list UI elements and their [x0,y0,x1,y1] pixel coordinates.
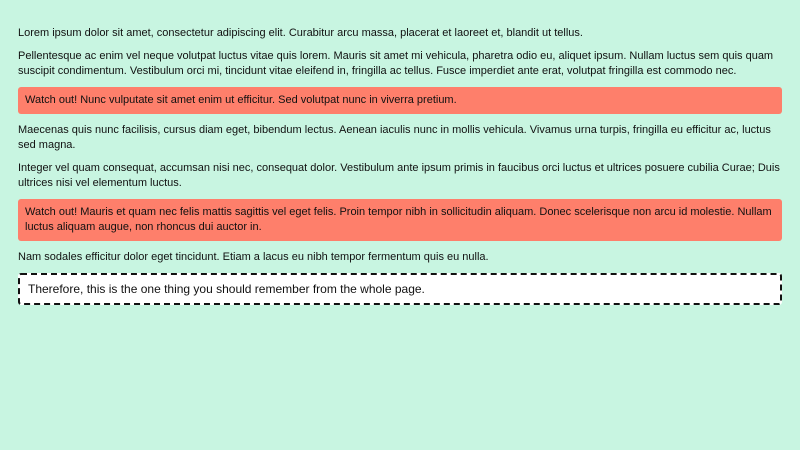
paragraph-2: Pellentesque ac enim vel neque volutpat luctus vitae quis lorem. Mauris sit amet mi vehicula, pharetra odio eu, aliquet ipsum. Nullam luctus sem quis quam suscipit condimentum. Vestibulum orci mi, tincidunt vitae eleifend in, fringilla ac tellus. Fusce imperdiet ante erat, volutpat fringilla est commodo nec. [18,50,774,77]
paragraph-1: Lorem ipsum dolor sit amet, consectetur adipiscing elit. Curabitur arcu massa, placerat et laoreet et, blandit ut tellus. [18,27,583,39]
paragraph-3: Maecenas quis nunc facilisis, cursus diam eget, bibendum lectus. Aenean iaculis nunc in mollis vehicula. Vivamus urna turpis, fringilla eu efficitur ac, luctus sed magna. [18,124,771,151]
warning-callout-2: Watch out! Mauris et quam nec felis mattis sagittis vel eget felis. Proin tempor nibh in sollicitudin aliquam. Donec scelerisque non arcu id molestie. Nullam luctus aliquam augue, non rhoncus dui auctor in. [18,199,782,241]
paragraph-4: Integer vel quam consequat, accumsan nisi nec, consequat dolor. Vestibulum ante ipsum primis in faucibus orci luctus et ultrices posuere cubilia Curae; Duis ultrices nisi vel elementum luctus. [18,162,780,189]
paragraph-5: Nam sodales efficitur dolor eget tincidunt. Etiam a lacus eu nibh tempor fermentum quis eu nulla. [18,251,489,263]
warning-callout-1: Watch out! Nunc vulputate sit amet enim ut efficitur. Sed volutpat nunc in viverra pretium. [18,87,782,114]
key-point-box: Therefore, this is the one thing you should remember from the whole page. [18,273,782,305]
